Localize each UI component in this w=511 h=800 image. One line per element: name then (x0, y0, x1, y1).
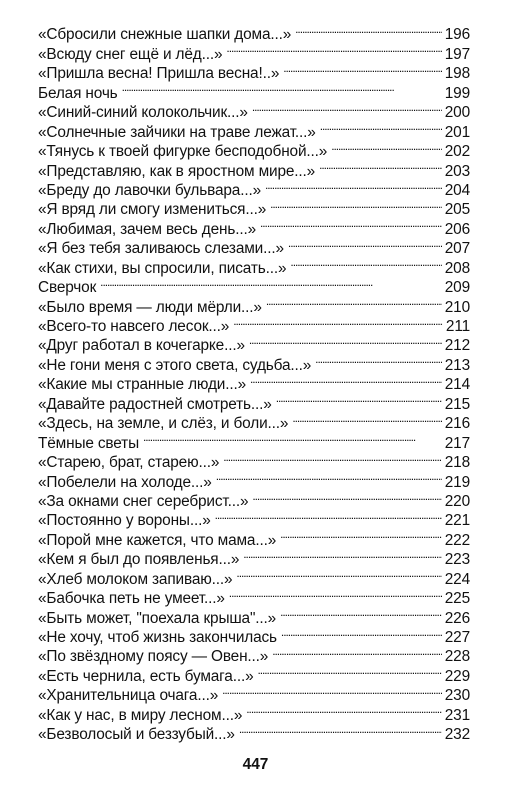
dot-leader (229, 584, 442, 603)
toc-entry-title: «Бабочка петь не умеет...» (38, 590, 225, 608)
toc-entry-page-number: 216 (444, 415, 470, 433)
toc-entry-page-number: 206 (444, 220, 470, 238)
toc-entry-title: «По звёздному поясу — Овен...» (38, 648, 269, 666)
dot-leader (288, 234, 442, 253)
dot-leader (100, 273, 442, 292)
dot-leader (246, 700, 441, 719)
dot-leader (236, 564, 441, 583)
dot-leader (270, 195, 442, 214)
toc-entry-page-number: 208 (444, 259, 470, 277)
toc-entry-title: «Постоянно у вороны...» (38, 512, 211, 530)
dot-leader (122, 78, 442, 97)
toc-entry-title: «Не хочу, чтоб жизнь закончилась (38, 629, 277, 646)
page-number: 447 (242, 756, 269, 773)
dot-leader (143, 428, 442, 447)
toc-entry-page-number: 219 (444, 473, 470, 491)
dot-leader (265, 176, 442, 195)
toc-entry-page-number: 218 (444, 454, 470, 472)
toc-entry-title: «Сбросили снежные шапки дома...» (38, 26, 292, 44)
dot-leader (252, 98, 442, 117)
toc-entry-title: «Было время — люди мёрли...» (38, 298, 262, 316)
toc-entry-title: Тёмные светы (38, 434, 139, 452)
dot-leader (266, 292, 442, 311)
toc-entry-title: «Не гони меня с этого света, судьба...» (38, 356, 312, 374)
dot-leader (222, 681, 442, 700)
toc-entry-page-number: 196 (444, 26, 470, 44)
toc-entry-page-number: 222 (444, 531, 470, 549)
toc-entry-title: «За окнами снег серебрист...» (38, 492, 249, 510)
dot-leader (216, 467, 442, 486)
toc-entry-title: «Побелели на холоде...» (38, 473, 212, 491)
toc-entry (38, 20, 470, 44)
dot-leader (239, 720, 442, 739)
dot-leader (249, 331, 442, 350)
dot-leader (331, 137, 442, 156)
toc-entry-title: Белая ночь (38, 84, 118, 102)
toc-entry-title: Сверчок (38, 279, 97, 297)
toc-entry-title: «Я вряд ли смогу измениться...» (38, 201, 267, 219)
dot-leader (276, 389, 442, 408)
toc-entry-title: «Здесь, на земле, и слёз, и боли...» (38, 415, 289, 433)
toc-entry-title: «Я без тебя заливаюсь слезами...» (38, 240, 284, 258)
toc-entry-title: «Как стихи, вы спросили, писать...» (38, 259, 287, 277)
toc-entry-page-number: 200 (444, 104, 470, 122)
toc-entry-title: «Пришла весна! Пришла весна!..» (38, 65, 280, 83)
toc-entry-page-number: 223 (444, 551, 470, 569)
toc-entry-page-number: 227 (444, 629, 470, 646)
dot-leader (260, 214, 442, 233)
toc-entry-title: «Безволосый и беззубый...» (38, 726, 235, 744)
toc-entry-title: «Всего-то навсего лесок...» (38, 318, 230, 335)
toc-entry (38, 273, 470, 297)
toc-entry-page-number: 217 (444, 434, 470, 452)
toc-entry-page-number: 232 (444, 726, 470, 744)
dot-leader (319, 156, 442, 175)
toc-entry-page-number: 230 (444, 687, 470, 705)
dot-leader (280, 525, 442, 544)
toc-entry-title: «Представляю, как в яростном мире...» (38, 162, 316, 180)
toc-entry-page-number: 198 (444, 65, 470, 83)
toc-entry-page-number: 204 (444, 181, 470, 199)
dot-leader (320, 117, 442, 136)
toc-entry-title: «Какие мы странные люди...» (38, 376, 247, 394)
toc-entry-page-number: 201 (444, 123, 470, 141)
toc-entry-page-number: 202 (444, 143, 470, 161)
toc-entry-title: «Хранительница очага...» (38, 687, 219, 705)
toc-entry-page-number: 231 (444, 706, 470, 724)
toc-entry-page-number: 199 (444, 84, 470, 102)
toc-entry-title: «Друг работал в кочегарке...» (38, 337, 245, 355)
toc-entry-page-number: 205 (444, 201, 470, 219)
toc-entry-title: «Любимая, зачем весь день...» (38, 220, 257, 238)
dot-leader (290, 253, 441, 272)
toc-entry-title: «Хлеб молоком запиваю...» (38, 570, 233, 588)
dot-leader (315, 350, 442, 369)
toc-entry (38, 292, 470, 316)
toc-entry-title: «Есть чернила, есть бумага...» (38, 667, 254, 685)
toc-entry-page-number: 229 (444, 667, 470, 685)
dot-leader (252, 487, 441, 506)
dot-leader (281, 623, 442, 642)
toc-entry-page-number: 228 (444, 648, 470, 666)
toc-entry-page-number: 209 (444, 279, 470, 297)
toc-entry-page-number: 203 (444, 162, 470, 180)
toc-entry-title: «Порой мне кажется, что мама...» (38, 531, 277, 549)
toc-entry-title: «Тянусь к твоей фигурке бесподобной...» (38, 143, 328, 161)
toc-entry-page-number: 210 (444, 298, 470, 316)
toc-entry-page-number: 215 (444, 395, 470, 413)
dot-leader (292, 409, 441, 428)
dot-leader (226, 39, 441, 58)
toc-entry-page-number: 211 (445, 318, 470, 335)
dot-leader (215, 506, 442, 525)
dot-leader (223, 448, 442, 467)
table-of-contents (38, 20, 470, 744)
toc-entry-page-number: 226 (444, 609, 470, 627)
toc-entry-title: «Всюду снег ещё и лёд...» (38, 45, 223, 63)
toc-entry-page-number: 220 (444, 492, 470, 510)
toc-entry-page-number: 224 (444, 570, 470, 588)
dot-leader (250, 370, 442, 389)
dot-leader (283, 59, 442, 78)
dot-leader (295, 20, 442, 39)
dot-leader (257, 661, 441, 680)
toc-entry-title: «Как у нас, в миру лесном...» (38, 706, 243, 724)
dot-leader (272, 642, 442, 661)
toc-entry-page-number: 213 (444, 356, 470, 374)
toc-entry-page-number: 197 (444, 45, 470, 63)
toc-entry-title: «Солнечные зайчики на траве лежат...» (38, 123, 316, 141)
toc-entry-title: «Старею, брат, старею...» (38, 454, 220, 472)
toc-entry-title: «Давайте радостней смотреть...» (38, 395, 272, 413)
toc-entry-title: «Синий-синий колокольчик...» (38, 104, 248, 122)
toc-entry-title: «Бреду до лавочки бульвара...» (38, 181, 261, 199)
dot-leader (233, 312, 443, 331)
toc-entry-page-number: 207 (444, 240, 470, 258)
dot-leader (280, 603, 442, 622)
dot-leader (243, 545, 441, 564)
toc-entry-page-number: 221 (444, 512, 470, 530)
toc-entry-page-number: 225 (444, 590, 470, 608)
toc-entry-title: «Быть может, "поехала крыша"...» (38, 609, 277, 627)
toc-entry-page-number: 214 (444, 376, 470, 394)
toc-entry-page-number: 212 (444, 337, 470, 355)
toc-entry-title: «Кем я был до появленья...» (38, 551, 240, 569)
